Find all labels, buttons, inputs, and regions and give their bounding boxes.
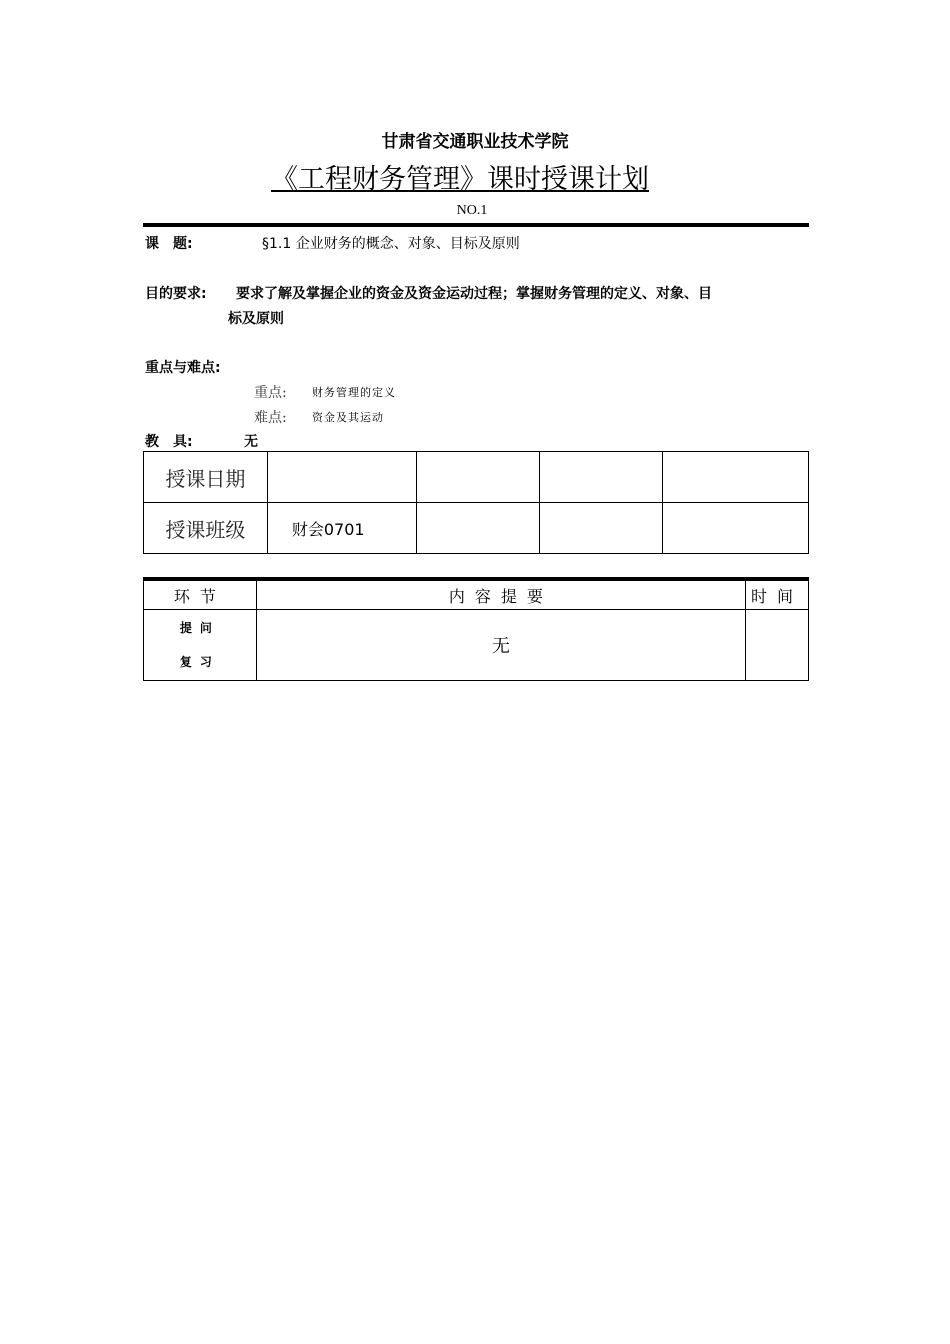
header-divider: [143, 223, 809, 227]
content-header-row: [144, 581, 809, 610]
class-cell[interactable]: [539, 503, 662, 554]
date-cell[interactable]: [416, 452, 539, 503]
date-label-cell: 授课日期: [144, 452, 268, 503]
section-line-2: 复习: [179, 655, 220, 669]
header-section: 环节: [144, 581, 257, 610]
objective-line-2: 标及原则: [228, 311, 284, 327]
section-line-1: 提问: [179, 621, 220, 635]
tools-label: 教 具:: [145, 434, 193, 450]
school-name: 甘肃省交通职业技术学院: [381, 132, 569, 152]
class-cell[interactable]: [416, 503, 539, 554]
objective-label: 目的要求:: [145, 286, 207, 302]
schedule-class-row: [144, 503, 809, 554]
topic-label: 课 题:: [145, 236, 193, 252]
difficult-point-label: 难点:: [254, 410, 287, 426]
schedule-table: [143, 451, 809, 554]
class-cell[interactable]: [662, 503, 808, 554]
section-cell: [144, 610, 257, 681]
document-title: 《工程财务管理》课时授课计划: [271, 164, 649, 195]
tools-value: 无: [244, 434, 258, 450]
class-label-cell: 授课班级: [144, 503, 268, 554]
header-time: 时间: [746, 581, 809, 610]
date-cell[interactable]: [662, 452, 808, 503]
date-cell[interactable]: [267, 452, 416, 503]
content-cell[interactable]: 无: [256, 610, 745, 681]
document-number: NO.1: [456, 203, 488, 218]
difficult-point-value: 资金及其运动: [312, 411, 384, 424]
class-value-cell[interactable]: 财会0701: [267, 503, 416, 554]
key-point-value: 财务管理的定义: [312, 386, 396, 399]
key-points-label: 重点与难点:: [145, 360, 221, 376]
key-point-label: 重点:: [254, 385, 287, 401]
header-content: 内容提要: [256, 581, 745, 610]
time-cell[interactable]: [746, 610, 809, 681]
objective-line-1: 要求了解及掌握企业的资金及资金运动过程；掌握财务管理的定义、对象、目: [236, 286, 712, 302]
topic-value: §1.1 企业财务的概念、对象、目标及原则: [262, 236, 520, 252]
date-cell[interactable]: [539, 452, 662, 503]
schedule-date-row: [144, 452, 809, 503]
content-table: [143, 580, 809, 681]
table-row: [144, 610, 809, 681]
